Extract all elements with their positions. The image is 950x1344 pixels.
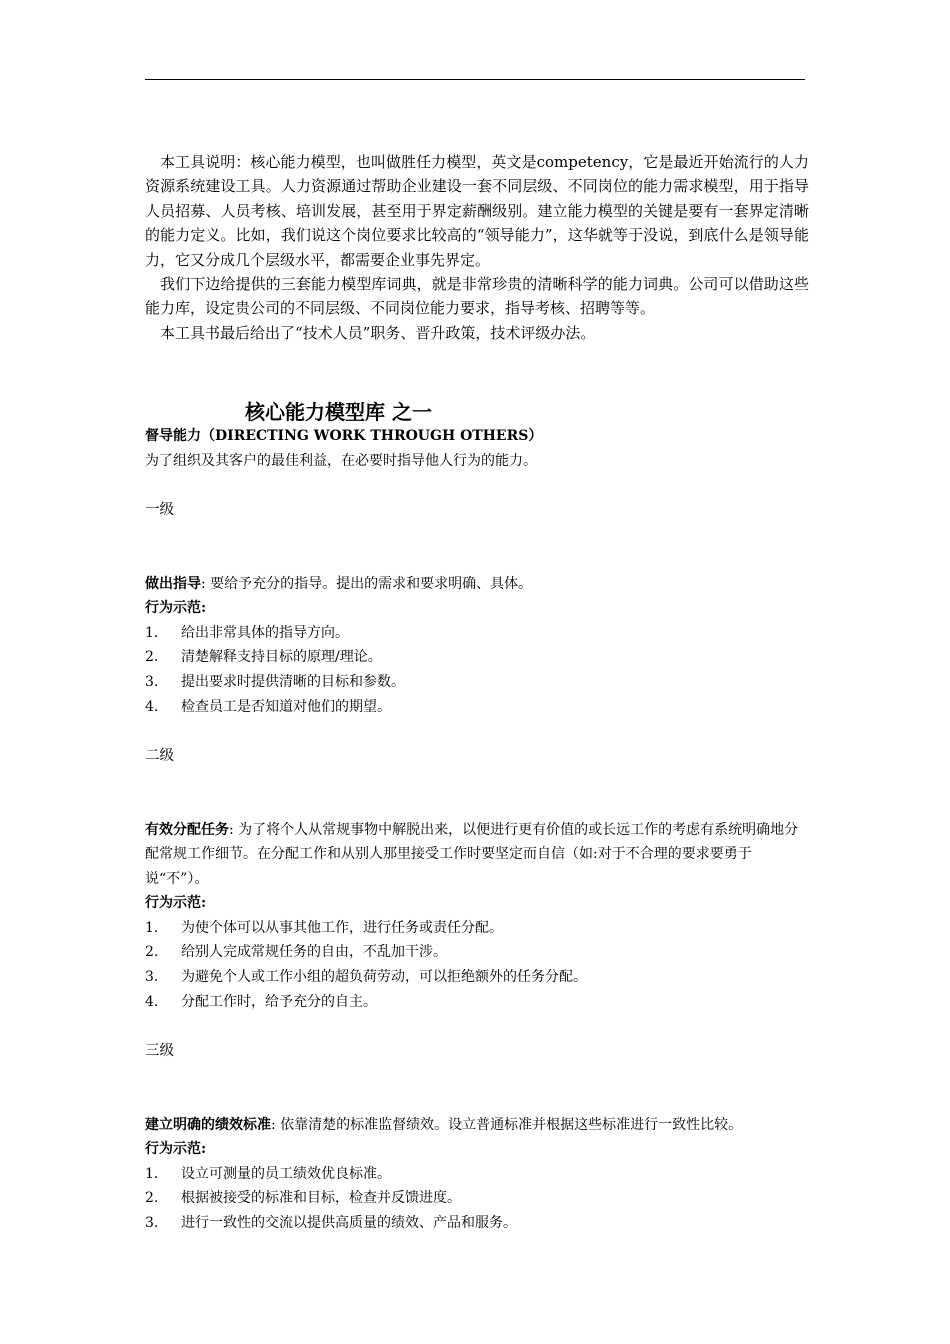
level-description: [145, 818, 809, 892]
behavior-label: 行为示范:: [145, 600, 207, 617]
behavior-list: [145, 1162, 809, 1236]
intro-paragraph-3: 本工具书最后给出了“技术人员”职务、晋升政策，技术评级办法。: [160, 323, 596, 342]
list-item-text: 给出非常具体的指导方向。: [181, 624, 349, 641]
behavior-list: [145, 621, 809, 719]
list-item: [145, 1211, 809, 1236]
list-item: [145, 670, 809, 695]
competency-name: 督导能力（DIRECTING WORK THROUGH OTHERS）: [145, 428, 543, 444]
competency-section: [145, 424, 809, 1236]
intro-paragraph-1: 本工具说明：核心能力模型，也叫做胜任力模型，英文是competency，它是最近开始流行的人力资源系统建设工具。人力资源通过帮助企业建设一套不同层级、不同岗位的能力需求模型，用于指导人员招募、人员考核、培训发展，甚至用于界定薪酬级别。建立能力模型的关键是要有一套界定清晰的能力定义。比如，我们说这个岗位要求比较高的“领导能力”，这华就等于没说，到底什么是领导能力，它又分成几个层级水平，都需要企业事先界定。: [145, 153, 809, 269]
list-item: [145, 940, 809, 965]
level-heading: 做出指导: [145, 575, 201, 592]
list-item-number: 2.: [145, 1190, 159, 1207]
level-heading: 建立明确的绩效标准: [145, 1116, 271, 1133]
list-item-text: 进行一致性的交流以提供高质量的绩效、产品和服务。: [181, 1215, 517, 1231]
list-item-number: 3.: [145, 969, 159, 986]
list-item: [145, 965, 809, 990]
list-item: [145, 916, 809, 941]
level-description: [145, 572, 809, 597]
level-heading: 有效分配任务: [145, 821, 229, 838]
list-item-text: 提出要求时提供清晰的目标和参数。: [181, 673, 405, 690]
behavior-list: [145, 916, 809, 1014]
list-item-number: 2.: [145, 944, 159, 961]
list-item-text: 给别人完成常规任务的自由，不乱加干涉。: [181, 944, 447, 961]
list-item-number: 3.: [145, 673, 159, 690]
level-label: 一级: [145, 501, 174, 518]
list-item: [145, 621, 809, 646]
list-item-text: 检查员工是否知道对他们的期望。: [181, 698, 391, 715]
intro-paragraph-2: 我们下边给提供的三套能力模型库词典，就是非常珍贵的清晰科学的能力词典。公司可以借助这些能力库，设定贵公司的不同层级、不同岗位能力要求，指导考核、招聘等等。: [145, 275, 809, 318]
list-item-number: 3.: [145, 1215, 159, 1231]
level-description-text: : 要给予充分的指导。提出的需求和要求明确、具体。: [201, 575, 533, 592]
list-item-text: 根据被接受的标准和目标，检查并反馈进度。: [181, 1190, 461, 1207]
list-item: [145, 695, 809, 720]
level-label: 二级: [145, 747, 174, 764]
level-label: 三级: [145, 1042, 174, 1059]
list-item: [145, 1186, 809, 1211]
list-item-text: 为避免个人或工作小组的超负荷劳动，可以拒绝额外的任务分配。: [181, 969, 587, 986]
list-item-number: 1.: [145, 1165, 159, 1182]
list-item: [145, 1162, 809, 1187]
list-item-number: 4.: [145, 698, 159, 715]
level-description: [145, 1113, 809, 1138]
section-title: 核心能力模型库 之一: [245, 400, 432, 424]
list-item: [145, 990, 809, 1015]
list-item-number: 2.: [145, 649, 159, 666]
list-item-text: 为使个体可以从事其他工作，进行任务或责任分配。: [181, 919, 503, 936]
competency-definition: 为了组织及其客户的最佳利益，在必要时指导他人行为的能力。: [145, 452, 537, 469]
level-description-text: : 为了将个人从常规事物中解脱出来，以便进行更有价值的或长远工作的考虑有系统明确地分配常规工作细节。在分配工作和从别人那里接受工作时要坚定而自信（如:对于不合理的要求要勇于说“不”）。: [145, 821, 799, 887]
behavior-label: 行为示范:: [145, 895, 207, 912]
list-item-text: 设立可测量的员工绩效优良标准。: [181, 1165, 391, 1182]
level-description-text: : 依靠清楚的标准监督绩效。设立普通标准并根据这些标准进行一致性比较。: [271, 1116, 743, 1133]
list-item-number: 1.: [145, 624, 159, 641]
list-item: [145, 645, 809, 670]
intro-section: [145, 150, 809, 345]
header-rule: [145, 79, 805, 80]
list-item-number: 4.: [145, 993, 159, 1010]
list-item-text: 分配工作时，给予充分的自主。: [181, 993, 377, 1010]
list-item-text: 清楚解释支持目标的原理/理论。: [181, 649, 382, 666]
behavior-label: 行为示范:: [145, 1141, 207, 1158]
list-item-number: 1.: [145, 919, 159, 936]
